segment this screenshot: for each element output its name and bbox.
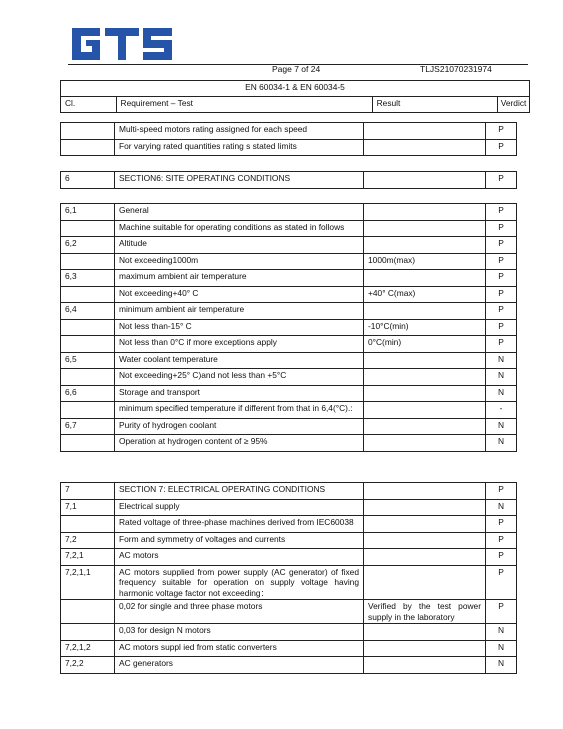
- verdict-cell: P: [486, 270, 517, 287]
- clause-cell: [61, 516, 115, 533]
- clause-cell: [61, 286, 115, 303]
- result-cell: [364, 565, 486, 600]
- table-block-1: [60, 122, 517, 156]
- verdict-cell: N: [486, 435, 517, 452]
- clause-cell: [61, 624, 115, 641]
- requirement-cell: 0,03 for design N motors: [115, 624, 364, 641]
- table-row: [61, 549, 517, 566]
- table-row: [61, 385, 517, 402]
- verdict-cell: P: [486, 220, 517, 237]
- verdict-cell: N: [486, 640, 517, 657]
- result-cell: [364, 270, 486, 287]
- verdict-cell: P: [486, 565, 517, 600]
- table-row: [61, 319, 517, 336]
- result-cell: [364, 385, 486, 402]
- result-cell: [364, 172, 486, 189]
- verdict-cell: -: [486, 402, 517, 419]
- requirement-cell: For varying rated quantities rating s stated limits: [115, 139, 364, 156]
- clause-cell: [61, 369, 115, 386]
- table-row: [61, 516, 517, 533]
- table-row: [61, 286, 517, 303]
- verdict-cell: N: [486, 418, 517, 435]
- clause-cell: 7,2: [61, 532, 115, 549]
- requirement-cell: AC motors suppl ied from static converters: [115, 640, 364, 657]
- result-cell: 0°C(min): [364, 336, 486, 353]
- clause-cell: 7,2,1: [61, 549, 115, 566]
- requirement-cell: Storage and transport: [115, 385, 364, 402]
- requirement-cell: 0,02 for single and three phase motors: [115, 600, 364, 624]
- result-cell: [364, 204, 486, 221]
- table-row: [61, 123, 517, 140]
- result-cell: -10°C(min): [364, 319, 486, 336]
- verdict-cell: P: [486, 319, 517, 336]
- requirement-cell: Not exceeding+40° C: [115, 286, 364, 303]
- table-row: [61, 565, 517, 600]
- verdict-cell: P: [486, 204, 517, 221]
- verdict-cell: P: [486, 253, 517, 270]
- requirement-cell: Water coolant temperature: [115, 352, 364, 369]
- result-cell: [364, 640, 486, 657]
- table-row: [61, 369, 517, 386]
- table-row: [61, 624, 517, 641]
- clause-cell: 6: [61, 172, 115, 189]
- requirement-cell: Not less than-15° C: [115, 319, 364, 336]
- requirement-cell: Multi-speed motors rating assigned for each speed: [115, 123, 364, 140]
- result-cell: 1000m(max): [364, 253, 486, 270]
- verdict-cell: N: [486, 624, 517, 641]
- requirement-cell: Machine suitable for operating conditions as stated in follows: [115, 220, 364, 237]
- col-clause-header: Cl.: [61, 97, 117, 113]
- result-cell: +40° C(max): [364, 286, 486, 303]
- requirement-cell: SECTION 7: ELECTRICAL OPERATING CONDITIONS: [115, 483, 364, 500]
- requirement-cell: Purity of hydrogen coolant: [115, 418, 364, 435]
- requirement-cell: Not exceeding1000m: [115, 253, 364, 270]
- result-cell: [364, 435, 486, 452]
- table-row: [61, 204, 517, 221]
- result-cell: [364, 657, 486, 674]
- verdict-cell: P: [486, 532, 517, 549]
- verdict-cell: N: [486, 657, 517, 674]
- clause-cell: [61, 319, 115, 336]
- table-row: [61, 172, 517, 189]
- clause-cell: 7,1: [61, 499, 115, 516]
- requirement-cell: SECTION6: SITE OPERATING CONDITIONS: [115, 172, 364, 189]
- requirement-cell: AC motors: [115, 549, 364, 566]
- table-row: [61, 352, 517, 369]
- table-header: [60, 80, 530, 113]
- result-cell: [364, 483, 486, 500]
- clause-cell: [61, 123, 115, 140]
- report-number: TLJS21070231974: [420, 64, 492, 74]
- verdict-cell: P: [486, 336, 517, 353]
- requirement-cell: maximum ambient air temperature: [115, 270, 364, 287]
- verdict-cell: P: [486, 237, 517, 254]
- result-cell: [364, 303, 486, 320]
- page-number: Page 7 of 24: [272, 64, 321, 74]
- table-row: [61, 402, 517, 419]
- clause-cell: 7,2,1,1: [61, 565, 115, 600]
- result-cell: [364, 352, 486, 369]
- table-row: [61, 640, 517, 657]
- requirement-cell: AC generators: [115, 657, 364, 674]
- result-cell: [364, 499, 486, 516]
- table-block-2: [60, 171, 517, 189]
- requirement-cell: minimum ambient air temperature: [115, 303, 364, 320]
- verdict-cell: P: [486, 303, 517, 320]
- result-cell: [364, 516, 486, 533]
- table-row: [61, 532, 517, 549]
- table-row: [61, 657, 517, 674]
- clause-cell: [61, 253, 115, 270]
- verdict-cell: N: [486, 499, 517, 516]
- col-result-header: Result: [372, 97, 497, 113]
- result-cell: [364, 624, 486, 641]
- result-cell: [364, 532, 486, 549]
- result-cell: [364, 220, 486, 237]
- standard-title: EN 60034-1 & EN 60034-5: [61, 81, 530, 97]
- clause-cell: [61, 402, 115, 419]
- col-verdict-header: Verdict: [498, 97, 530, 113]
- verdict-cell: N: [486, 369, 517, 386]
- table-row: [61, 435, 517, 452]
- clause-cell: [61, 139, 115, 156]
- requirement-cell: Not exceeding+25° C)and not less than +5°C: [115, 369, 364, 386]
- verdict-cell: P: [486, 516, 517, 533]
- table-row: [61, 253, 517, 270]
- table-row: [61, 336, 517, 353]
- clause-cell: 6,5: [61, 352, 115, 369]
- verdict-cell: P: [486, 600, 517, 624]
- clause-cell: 7,2,2: [61, 657, 115, 674]
- table-row: [61, 220, 517, 237]
- requirement-cell: Altitude: [115, 237, 364, 254]
- requirement-cell: General: [115, 204, 364, 221]
- clause-cell: 7,2,1,2: [61, 640, 115, 657]
- requirement-cell: Electrical supply: [115, 499, 364, 516]
- clause-cell: 6,3: [61, 270, 115, 287]
- result-cell: Verified by the test power supply in the laboratory: [364, 600, 486, 624]
- requirement-cell: minimum specified temperature if different from that in 6,4(°C).:: [115, 402, 364, 419]
- requirement-cell: AC motors supplied from power supply (AC generator) of fixed frequency suitable for operation on supply voltage having harmonic voltage factor not exceeding：: [115, 565, 364, 600]
- gts-logo: [70, 24, 174, 64]
- clause-cell: 7: [61, 483, 115, 500]
- result-cell: [364, 139, 486, 156]
- table-row: [61, 418, 517, 435]
- table-row: [61, 303, 517, 320]
- clause-cell: 6,1: [61, 204, 115, 221]
- table-row: [61, 270, 517, 287]
- verdict-cell: N: [486, 385, 517, 402]
- clause-cell: [61, 600, 115, 624]
- requirement-cell: Rated voltage of three-phase machines derived from IEC60038: [115, 516, 364, 533]
- col-requirement-header: Requirement – Test: [116, 97, 372, 113]
- verdict-cell: P: [486, 123, 517, 140]
- table-row: [61, 499, 517, 516]
- verdict-cell: P: [486, 139, 517, 156]
- table-row: [61, 139, 517, 156]
- requirement-cell: Operation at hydrogen content of ≥ 95%: [115, 435, 364, 452]
- result-cell: [364, 418, 486, 435]
- verdict-cell: P: [486, 172, 517, 189]
- table-block-3: [60, 203, 517, 452]
- result-cell: [364, 369, 486, 386]
- table-block-4: [60, 482, 517, 674]
- clause-cell: [61, 435, 115, 452]
- table-row: [61, 600, 517, 624]
- clause-cell: 6,6: [61, 385, 115, 402]
- result-cell: [364, 549, 486, 566]
- verdict-cell: P: [486, 286, 517, 303]
- requirement-cell: Not less than 0°C if more exceptions apply: [115, 336, 364, 353]
- table-row: [61, 483, 517, 500]
- verdict-cell: P: [486, 483, 517, 500]
- clause-cell: [61, 220, 115, 237]
- clause-cell: 6,2: [61, 237, 115, 254]
- clause-cell: 6,7: [61, 418, 115, 435]
- result-cell: [364, 237, 486, 254]
- requirement-cell: Form and symmetry of voltages and currents: [115, 532, 364, 549]
- clause-cell: [61, 336, 115, 353]
- result-cell: [364, 402, 486, 419]
- clause-cell: 6,4: [61, 303, 115, 320]
- table-row: [61, 237, 517, 254]
- verdict-cell: N: [486, 352, 517, 369]
- result-cell: [364, 123, 486, 140]
- verdict-cell: P: [486, 549, 517, 566]
